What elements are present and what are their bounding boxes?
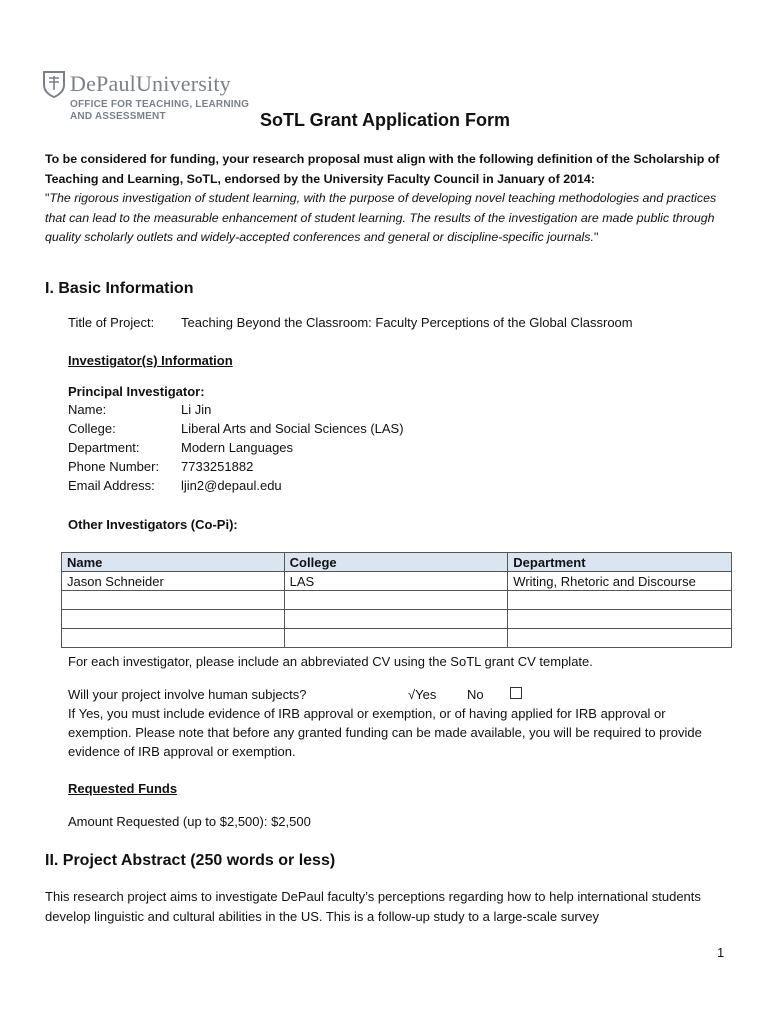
pi-phone-row	[68, 457, 404, 476]
no-checkbox[interactable]	[510, 684, 522, 703]
pi-college-row	[68, 419, 404, 438]
table-cell: LAS	[284, 572, 508, 591]
table-cell	[508, 591, 732, 610]
cv-note: For each investigator, please include an abbreviated CV using the SoTL grant CV template.	[68, 654, 593, 669]
table-row	[62, 572, 732, 591]
sotl-definition: The rigorous investigation of student learning, with the purpose of developing novel teaching methodologies and practices that can lead to the measurable enhancement of student learning. The results of the investigation are made public through quality scholarly outlets and widely-accepted conferences and general or discipline-specific journals.	[45, 191, 717, 244]
table-cell: Jason Schneider	[62, 572, 285, 591]
pi-field-value: Modern Languages	[181, 440, 294, 455]
table-cell	[62, 591, 285, 610]
table-cell	[62, 610, 285, 629]
pi-field-label: Email Address:	[68, 478, 155, 493]
pi-field-value: ljin2@depaul.edu	[181, 478, 282, 493]
university-name: DePaulUniversity	[70, 71, 231, 96]
pi-field-label: Department:	[68, 440, 140, 455]
table-cell: Writing, Rhetoric and Discourse	[508, 572, 732, 591]
table-header-cell: Name	[62, 553, 285, 572]
quote-close: "	[593, 230, 599, 244]
table-cell	[284, 610, 508, 629]
table-cell	[284, 629, 508, 648]
amount-requested: Amount Requested (up to $2,500): $2,500	[68, 814, 311, 829]
checkbox-icon[interactable]	[510, 687, 522, 699]
irb-note: If Yes, you must include evidence of IRB approval or exemption, or of having applied for IRB approval or exemption. Please note that before any granted funding can be made available, you will be required to provide evidence of IRB approval or exemption.	[68, 706, 702, 759]
table-header-cell: College	[284, 553, 508, 572]
no-option	[467, 685, 484, 704]
table-cell	[62, 629, 285, 648]
table-cell	[284, 591, 508, 610]
shield-icon	[42, 70, 66, 98]
intro-paragraph	[45, 150, 725, 248]
pi-field-value: 7733251882	[181, 459, 254, 474]
section-2-heading: II. Project Abstract (250 words or less)	[45, 852, 336, 869]
pi-field-label: Name:	[68, 402, 107, 417]
project-title-label: Title of Project:	[68, 315, 155, 330]
abstract-text: This research project aims to investigate DePaul faculty’s perceptions regarding how to help international students develop linguistic and cultural abilities in the US. This is a follow-up study to a large-scale survey	[45, 889, 701, 924]
quote-open: "	[45, 191, 50, 205]
co-investigators-table	[61, 552, 732, 648]
table-cell	[508, 629, 732, 648]
project-title-value: Teaching Beyond the Classroom: Faculty Perceptions of the Global Classroom	[181, 315, 633, 330]
yes-option[interactable]: √Yes	[408, 687, 437, 702]
pi-field-label: College:	[68, 421, 116, 436]
table-header-cell: Department	[508, 553, 732, 572]
pi-email-row	[68, 476, 404, 495]
funds-heading: Requested Funds	[68, 781, 178, 796]
pi-fields	[68, 400, 404, 495]
pi-name-row	[68, 400, 404, 419]
human-subjects-question: Will your project involve human subjects?	[68, 687, 307, 702]
office-line-2: AND ASSESSMENT	[70, 111, 166, 122]
no-option-label: No	[467, 687, 484, 702]
co-pi-heading: Other Investigators (Co-Pi):	[68, 517, 238, 532]
pi-field-label: Phone Number:	[68, 459, 160, 474]
investigators-heading: Investigator(s) Information	[68, 353, 233, 368]
office-line-1: OFFICE FOR TEACHING, LEARNING	[70, 99, 250, 110]
form-title: SoTL Grant Application Form	[259, 110, 510, 130]
table-header-row	[62, 553, 732, 572]
pi-department-row	[68, 438, 404, 457]
pi-field-value: Liberal Arts and Social Sciences (LAS)	[181, 421, 404, 436]
table-row	[62, 591, 732, 610]
pi-field-value: Li Jin	[181, 402, 212, 417]
pi-heading: Principal Investigator:	[68, 384, 205, 399]
table-row	[62, 629, 732, 648]
intro-bold-text: To be considered for funding, your research proposal must align with the following definition of the Scholarship of Teaching and Learning, SoTL, endorsed by the University Faculty Council in January of 2014:	[45, 152, 720, 186]
page-number: 1	[717, 945, 725, 960]
table-cell	[508, 610, 732, 629]
section-1-heading: I. Basic Information	[45, 280, 194, 297]
table-row	[62, 610, 732, 629]
